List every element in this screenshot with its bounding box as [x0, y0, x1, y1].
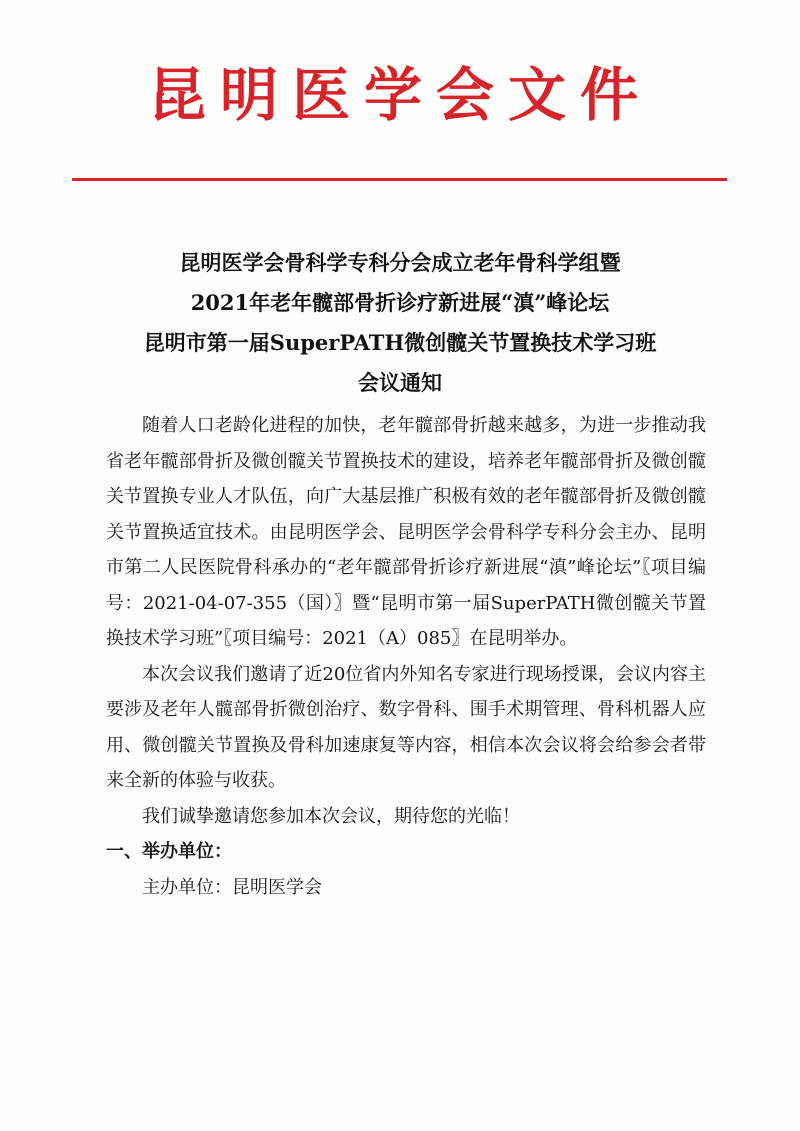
- header-red-rule: [72, 178, 727, 181]
- title-line-3: 昆明市第一届SuperPATH微创髋关节置换技术学习班: [143, 330, 657, 355]
- title-line-1: 昆明医学会骨科学专科分会成立老年骨科学组暨: [179, 250, 621, 275]
- section-heading-organizers: 一、举办单位：: [106, 841, 232, 862]
- notice-body: [106, 408, 706, 905]
- intro-paragraph: 随着人口老龄化进程的加快，老年髋部骨折越来越多，为进一步推动我省老年髋部骨折及微创髋关节置换技术的建设，培养老年髋部骨折及微创髋关节置换专业人才队伍，向广大基层推广积极有效的老年髋部骨折及微创髋关节置换适宜技术。由昆明医学会、昆明医学会骨科学专科分会主办、昆明市第二人民医院骨科承办的“老年髋部骨折诊疗新进展“滇”峰论坛”〖项目编号：2021-04-07-355（国）〗暨“昆明市第一届SuperPATH微创髋关节置换技术学习班”〖项目编号：2021（A）085〗在昆明举办。: [106, 415, 706, 649]
- org-file-title: 昆明医学会文件: [147, 61, 652, 129]
- organizer-line: 主办单位：昆明医学会: [142, 876, 322, 898]
- title-line-4: 会议通知: [358, 370, 442, 395]
- notice-title: [0, 243, 800, 403]
- title-line-2: 2021年老年髋部骨折诊疗新进展“滇”峰论坛: [190, 290, 610, 315]
- content-paragraph: 本次会议我们邀请了近20位省内外知名专家进行现场授课，会议内容主要涉及老年人髋部骨折微创治疗、数字骨科、围手术期管理、骨科机器人应用、微创髋关节置换及骨科加速康复等内容，相信本次会议将会给参会者带来全新的体验与收获。: [106, 663, 706, 791]
- invitation-paragraph: 我们诚挚邀请您参加本次会议，期待您的光临！: [142, 805, 520, 827]
